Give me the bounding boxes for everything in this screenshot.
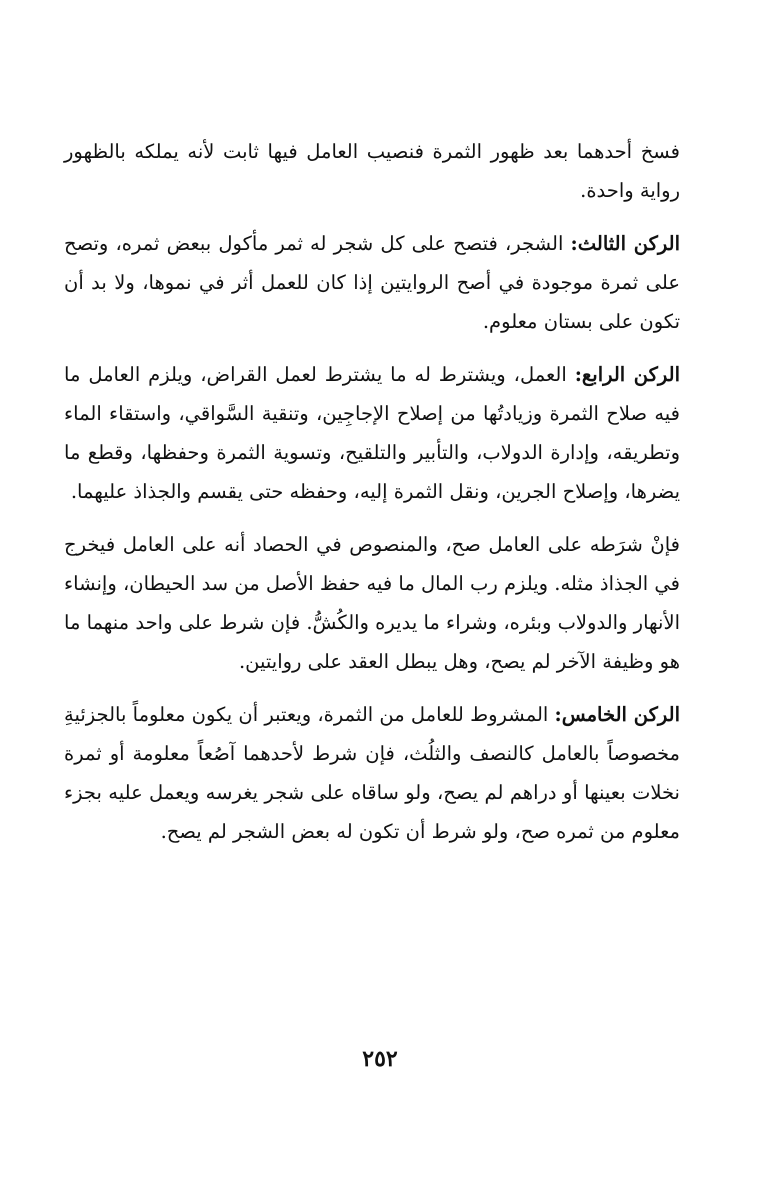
paragraph-heading: الركن الرابع:: [574, 363, 680, 386]
paragraph-text: فسخ أحدهما بعد ظهور الثمرة فنصيب العامل فيها ثابت لأنه يملكه بالظهور رواية واحدة.: [64, 140, 680, 202]
paragraph-3: [64, 355, 680, 511]
paragraph-text: فإنْ شرَطه على العامل صح، والمنصوص في الحصاد أنه على العامل فيخرج في الجذاذ مثله. ويلزم رب المال ما فيه حفظ الأصل من سد الحيطان، وإنشاء الأنهار والدولاب وبئره، وشراء ما يديره والكُشُّ. فإن شرط على واحد منهما ما هو وظيفة الآخر لم يصح، وهل يبطل العقد على روايتين.: [64, 533, 680, 673]
paragraph-text: العمل، ويشترط له ما يشترط لعمل القراض، ويلزم العامل ما فيه صلاح الثمرة وزيادتُها من إصلاح الإجاجِين، وتنقية السَّواقي، واستقاء الماء وتطريقه، وإدارة الدولاب، والتأبير والتلقيح، وتسوية الثمرة وحفظها، وقطع ما يضرها، وإصلاح الجرين، ونقل الثمرة إليه، وحفظه حتى يقسم والجذاذ عليهما.: [64, 363, 680, 503]
paragraph-1: [64, 132, 680, 210]
page-number: ٢٥٢: [362, 1046, 398, 1072]
paragraph-text: المشروط للعامل من الثمرة، ويعتبر أن يكون معلوماً بالجزئيةِ مخصوصاً بالعامل كالنصف والثلُث، فإن شرط لأحدهما آصُعاً معلومة أو ثمرة نخلات بعينها أو دراهم لم يصح، ولو ساقاه على شجر يغرسه ويعمل عليه بجزء معلوم من ثمره صح، ولو شرط أن تكون له بعض الشجر لم يصح.: [64, 703, 680, 843]
paragraph-5: [64, 695, 680, 851]
paragraph-2: [64, 224, 680, 341]
paragraph-4: [64, 525, 680, 681]
paragraph-heading: الركن الخامس:: [554, 703, 680, 726]
paragraph-heading: الركن الثالث:: [570, 232, 680, 255]
paragraph-text: الشجر، فتصح على كل شجر له ثمر مأكول ببعض ثمره، وتصح على ثمرة موجودة في أصح الروايتين إذا كان للعمل أثر في نموها، ولا بد أن تكون على بستان معلوم.: [64, 232, 680, 333]
page-body: [64, 132, 680, 865]
